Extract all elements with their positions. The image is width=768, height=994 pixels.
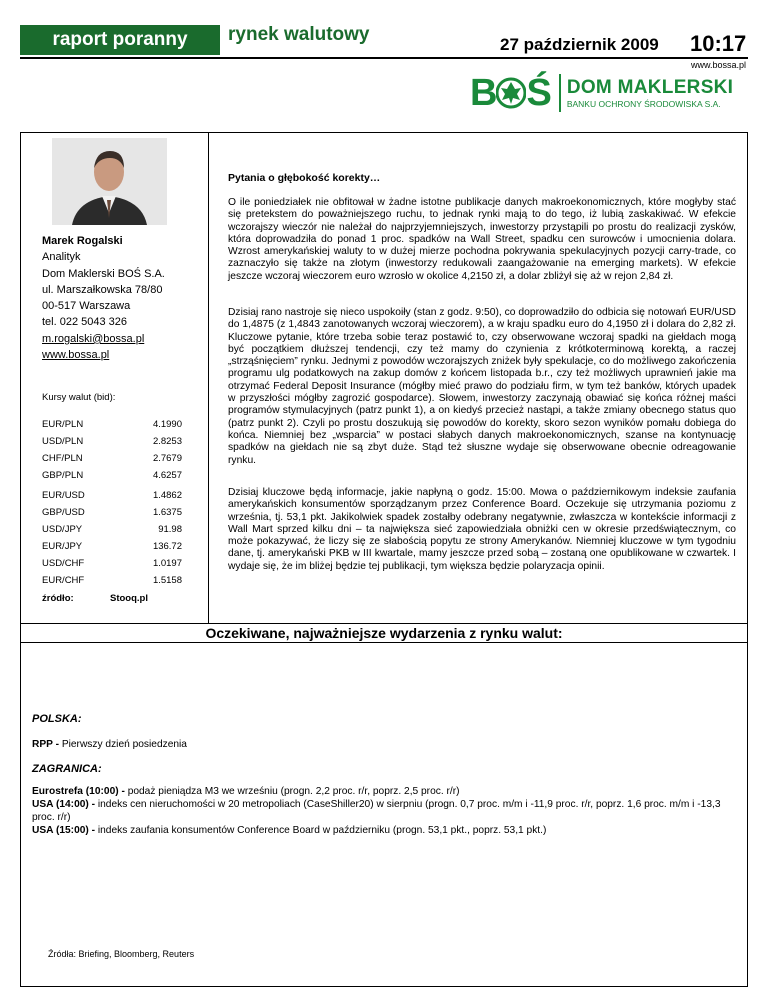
rate-pair: GBP/USD (42, 507, 85, 518)
author-role: Analityk (42, 251, 81, 264)
rates-source-label: źródło: (42, 593, 74, 604)
logo-brand: B Ś (470, 71, 551, 114)
event-item-text: indeks cen nieruchomości w 20 metropoliach (CaseShiller20) w sierpniu (progn. 0,7 proc. m/m i -11,9 proc. r/r, poprz. 1,6 proc. m/m i -13,3 proc. r/r) (32, 799, 721, 823)
report-type-label: raport poranny (52, 29, 188, 50)
logo-name: DOM MAKLERSKI (566, 77, 734, 98)
author-company: Dom Maklerski BOŚ S.A. (42, 267, 165, 280)
event-item-text: indeks zaufania konsumentów Conference Board w październiku (progn. 53,1 pkt., poprz. 53,1 pkt.) (95, 825, 547, 836)
article-paragraph-3: Dzisiaj kluczowe będą informacje, jakie napłyną o godz. 15:00. Mowa o październikowym indeksie zaufania amerykańskich konsumentów sporządzanym przez Conference Board. Oczekuje się utrzymania poziomu z września, tj. 53,1 pkt. Jakikolwiek spadek zostałby odebrany negatywnie, zwłaszcza w kontekście informacji z Wall Mart sprzed kilku dni – ta największa sieć zapowiedziała obniżki cen w okresie przedświątecznym, co może pokazywać, że liczy się ze słabością popytu ze strony Amerykanów. Niemniej kluczowe w tym tygodniu dane, tj. amerykański PKB w III kwartale, mamy jeszcze przed sobą – zostaną one opublikowane w czwartek. I wydaje się, że im bliżej będzie tej publikacji, tym większa będzie polaryzacja opinii. (228, 487, 736, 572)
logo-subtitle: BANKU OCHRONY ŚRODOWISKA S.A. (566, 99, 721, 109)
rate-pair: CHF/PLN (42, 453, 83, 464)
article-title: Pytania o głębokość korekty… (228, 172, 381, 184)
logo-separator (559, 74, 561, 112)
rate-value: 2.7679 (152, 453, 182, 464)
event-item-head: USA (14:00) - (32, 799, 96, 810)
article-paragraph-2: Dzisiaj rano nastroje się nieco uspokoiły (stan z godz. 9:50), co doprowadziło do odbicia się notowań EUR/USD do 1,4875 (z 1,4843 zanotowanych wczoraj wieczorem), a w kraju spadku euro do 4,1950 zł i dolara do 2,82 zł. Kluczowe pytanie, które trzeba sobie teraz postawić to, czy obserwowane wczoraj spadki na giełdach mogą być początkiem dłuższej tendencji, czy też mamy do czynienia z krótkoterminową korektą, a raczej „strząśnięciem” rynku. Jednymi z powodów wczorajszych zniżek były spekulacje, co do możliwego zakończenia programu ulg podatkowych na zakup domów z końcem listopada b.r., czy też możliwych uprawnień jakie ma otrzymać Federal Deposit Insurance (mógłby mieć prawo do podziału firm, w tym też banków, których upadek w przyszłości mógłby zagrozić gospodarce). Słowem, inwestorzy zaczynają obawiać się końca różnej maści programów stymulacyjnych (patrz punkt 1), a on kiedyś przecież nastąpi, a także zmiany obecnego status quo (patrz punkt 2). Czyli po prostu doszukują się powodów do korekty, skoro sezon wyników pomału dobiega do końca. Niemniej bez „wsparcia” w postaci słabych danych makroekonomicznych, szanse na kontynuację spadków na giełdach nie są zbyt duże. Stąd też słuszne wydaje się obserwowane obecnie odreagowanie rynku. (228, 307, 736, 466)
event-item (32, 786, 738, 799)
rate-pair: USD/JPY (42, 524, 83, 535)
event-item (32, 825, 738, 838)
report-time: 10:17 (690, 31, 747, 56)
rate-value: 1.5158 (152, 575, 182, 586)
column-divider (208, 132, 209, 623)
rates-title: Kursy walut (bid): (42, 392, 116, 403)
event-item-text: podaż pieniądza M3 we wrześniu (progn. 2,2 proc. r/r, poprz. 2,5 proc. r/r) (124, 786, 460, 797)
rate-pair: USD/CHF (42, 558, 85, 569)
rate-pair: EUR/USD (42, 490, 85, 501)
author-name: Marek Rogalski (42, 235, 123, 247)
event-item (32, 739, 738, 752)
event-item (32, 799, 738, 825)
events-poland-label: POLSKA: (32, 713, 82, 725)
events-abroad-label: ZAGRANICA: (32, 763, 102, 775)
events-bottom-rule (20, 642, 748, 643)
author-phone: tel. 022 5043 326 (42, 316, 128, 329)
rates-source-value: Stooq.pl (110, 593, 148, 604)
header-url[interactable]: www.bossa.pl (690, 60, 746, 70)
footer-sources: Źródła: Briefing, Bloomberg, Reuters (48, 949, 195, 959)
rate-pair: EUR/JPY (42, 541, 83, 552)
rate-value: 4.6257 (152, 470, 182, 481)
rate-value: 91.98 (158, 524, 182, 535)
author-contact (42, 233, 165, 363)
leaf-icon (496, 76, 526, 110)
rate-value: 1.0197 (152, 558, 182, 569)
rate-pair: EUR/PLN (42, 419, 84, 430)
author-city: 00-517 Warszawa (42, 300, 131, 313)
author-website-link[interactable]: www.bossa.pl (42, 349, 110, 362)
rate-pair: EUR/CHF (42, 575, 85, 586)
author-street: ul. Marszałkowska 78/80 (42, 283, 163, 296)
event-item-head: RPP - (32, 739, 59, 750)
event-item-text: Pierwszy dzień posiedzenia (59, 739, 187, 750)
section-title: rynek walutowy (228, 24, 370, 45)
author-email-link[interactable]: m.rogalski@bossa.pl (42, 332, 145, 345)
event-item-head: USA (15:00) - (32, 825, 96, 836)
rate-value: 1.6375 (152, 507, 182, 518)
rate-value: 136.72 (152, 541, 182, 552)
author-portrait-image (52, 138, 167, 225)
rate-value: 2.8253 (152, 436, 182, 447)
article-paragraph-1: O ile poniedziałek nie obfitował w żadne istotne publikacje danych makroekonomicznych, które mogłyby stać się pretekstem do poważniejszego ruchu, to jednak rynki mają to do tego, iż lubią zaskakiwać. W efekcie wczorajszy wieczór nie należał do najprzyjemniejszych, inwestorzy przystąpili po prostu do realizacji zysków, która doprowadziła do ponad 1 proc. spadków na Wall Street, spadku cen surowców i umocnienia dolara. Wzrost amerykańskiej waluty to w dużej mierze pochodna pokrywania spekulacyjnych pozycji carry-trade, co zaznaczyło się także na złotym (inwestorzy redukowali zaangażowanie na emerging markets). W efekcie jeszcze wczoraj wieczorem euro wzrosło w okolice 4,2150 zł, a dolar zbliżył się aż w rejon 2,84 zł. (228, 197, 736, 282)
header-divider (20, 57, 748, 59)
report-type-banner (20, 25, 220, 55)
rate-pair: USD/PLN (42, 436, 84, 447)
author-photo (52, 138, 167, 225)
logo-text (567, 77, 733, 109)
rate-pair: GBP/PLN (42, 470, 84, 481)
company-logo (470, 72, 742, 114)
event-item-head: Eurostrefa (10:00) - (32, 786, 125, 797)
events-heading: Oczekiwane, najważniejsze wydarzenia z rynku walut: (205, 625, 563, 641)
rate-value: 4.1990 (152, 419, 182, 430)
rate-value: 1.4862 (152, 490, 182, 501)
report-date: 27 październik 2009 (500, 35, 659, 54)
